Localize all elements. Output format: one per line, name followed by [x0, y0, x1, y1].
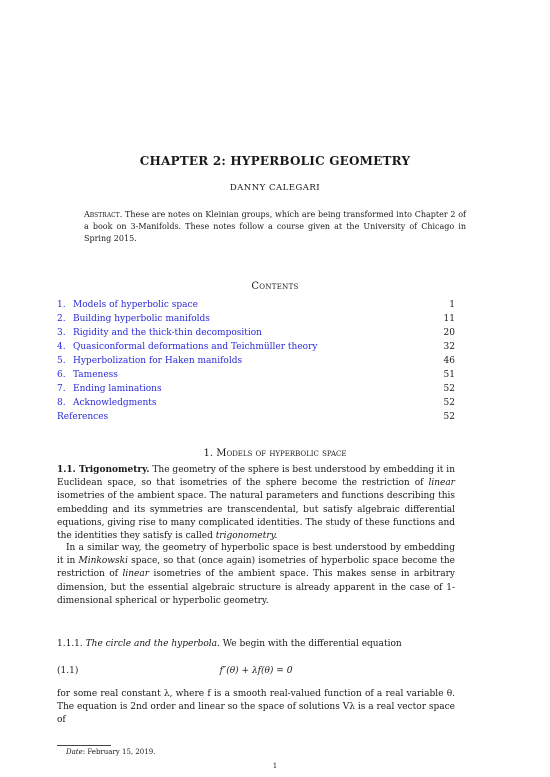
paragraph-text: isometries of the ambient space. The natural parameters and functions describing this embedding and its symmetries are transcendental, but satisfy algebraic differential equations, giving rise to many complicated identities. The study of these functions and the identities they satisfy is called: [57, 491, 455, 542]
toc-entry[interactable]: [57, 368, 455, 382]
paragraph-minkowski: [57, 542, 455, 608]
toc-entry-page: 51: [443, 370, 455, 380]
subsubsection-circle-hyperbola: [57, 638, 455, 651]
toc-entry-page: 52: [443, 412, 455, 422]
subsubsection-title: The circle and the hyperbola.: [85, 639, 220, 649]
paragraph-solutions: for some real constant λ, where f is a smooth real-valued function of a real variable θ. The equation is 2nd order and linear so the space of solutions Vλ is a real vector space of: [57, 689, 455, 726]
toc-entry-page: 11: [443, 314, 455, 324]
toc-entry-number: 2.: [57, 314, 66, 324]
table-of-contents: [57, 298, 455, 424]
toc-entry-title: Hyperbolization for Haken manifolds: [73, 356, 243, 366]
toc-entry-page: 46: [443, 356, 455, 366]
toc-entry-link[interactable]: [57, 298, 198, 312]
toc-entry-link[interactable]: [57, 382, 162, 396]
footnote-label: Date: [66, 748, 83, 756]
emphasis-text: linear: [122, 569, 150, 580]
toc-entry-link[interactable]: [57, 410, 108, 424]
toc-entry-number: 3.: [57, 328, 66, 338]
paragraph-text: We begin with the differential equation: [222, 639, 402, 649]
toc-entry-number: 5.: [57, 356, 66, 366]
toc-entry-title: Models of hyperbolic space: [73, 300, 198, 310]
toc-entry-link[interactable]: [57, 326, 262, 340]
abstract-text: These are notes on Kleinian groups, which are being transformed into Chapter 2 of a book on 3-Manifolds. These notes follow a course given at the University of Chicago in Spring 2015.: [84, 210, 467, 243]
emphasis-text: Minkowski: [78, 556, 128, 567]
footnote-date: [66, 748, 155, 756]
abstract: [84, 209, 466, 245]
subsubsection-number: 1.1.1.: [57, 639, 83, 649]
emphasis-text: linear: [428, 478, 455, 489]
contents-heading: Contents: [251, 281, 299, 292]
footnote-rule: [57, 745, 111, 746]
toc-entry-title: Ending laminations: [73, 384, 162, 394]
toc-entry-title: Acknowledgments: [73, 398, 157, 408]
toc-entry[interactable]: [57, 382, 455, 396]
toc-entry-number: 7.: [57, 384, 66, 394]
toc-entry-title: References: [57, 412, 109, 422]
equation-body: f″(θ) + λf(θ) = 0: [219, 666, 293, 676]
toc-entry-title: Tameness: [73, 370, 118, 380]
chapter-title: CHAPTER 2: HYPERBOLIC GEOMETRY: [139, 154, 411, 168]
paragraph-text: isometries of the ambient space. This makes sense in arbitrary dimension, but the essential algebraic structure is already apparent in the case of 1-dimensional spherical or hyperbolic geometry.: [57, 569, 455, 606]
toc-entry-title: Quasiconformal deformations and Teichmüller theory: [73, 342, 318, 352]
toc-entry[interactable]: [57, 312, 455, 326]
toc-entry-page: 52: [443, 398, 455, 408]
emphasis-text: trigonometry.: [215, 531, 278, 542]
toc-entry-page: 1: [449, 300, 455, 310]
paragraph-text: In a similar way, the geometry of hyperbolic space is best understood by embedding it in: [57, 543, 455, 567]
paragraph-text: space, so that (once again) isometries of hyperbolic space become the restriction of: [57, 556, 455, 580]
toc-entry-link[interactable]: [57, 340, 317, 354]
toc-entry-link[interactable]: [57, 354, 242, 368]
toc-entry[interactable]: [57, 340, 455, 354]
toc-entry[interactable]: [57, 326, 455, 340]
toc-entry-link[interactable]: [57, 368, 118, 382]
author-name: DANNY CALEGARI: [229, 183, 321, 193]
toc-entry-number: 4.: [57, 342, 66, 352]
toc-entry-number: 1.: [57, 300, 66, 310]
toc-entry-page: 32: [443, 342, 455, 352]
toc-entry-page: 20: [443, 328, 455, 338]
page-number: 1: [272, 762, 278, 770]
paragraph-text: The geometry of the sphere is best understood by embedding it in Euclidean space, so that isometries of the sphere become the restriction of: [57, 465, 455, 489]
toc-entry-number: 6.: [57, 370, 66, 380]
toc-entry-title: Rigidity and the thick-thin decomposition: [73, 328, 262, 338]
toc-entry-title: Building hyperbolic manifolds: [73, 314, 210, 324]
toc-entry-link[interactable]: [57, 396, 157, 410]
toc-entry[interactable]: [57, 396, 455, 410]
toc-entry-number: 8.: [57, 398, 66, 408]
equation-label: (1.1): [57, 666, 79, 676]
toc-entry[interactable]: [57, 410, 455, 424]
footnote-text: : February 15, 2019.: [82, 748, 156, 756]
abstract-label: Abstract.: [84, 210, 123, 219]
toc-entry[interactable]: [57, 354, 455, 368]
toc-entry-page: 52: [443, 384, 455, 394]
toc-entry-link[interactable]: [57, 312, 210, 326]
toc-entry[interactable]: [57, 298, 455, 312]
section-heading: 1. Models of hyperbolic space: [203, 448, 347, 459]
subsection-heading: 1.1. Trigonometry.: [57, 465, 150, 475]
paragraph-trigonometry: [57, 464, 455, 543]
